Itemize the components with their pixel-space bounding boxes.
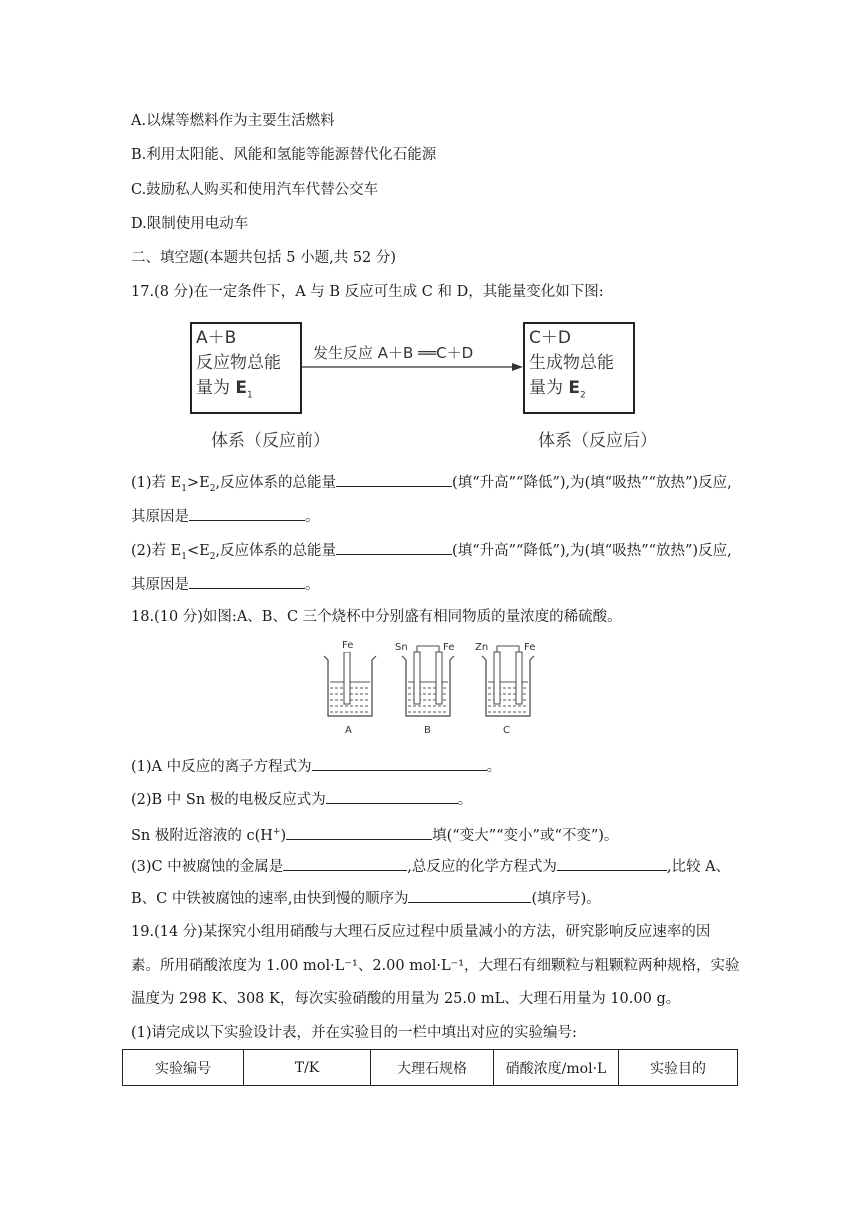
reactant-box xyxy=(190,322,302,414)
q17-part1: (1)若 $E_1>E_2$,反应体系的总能量 (填“升高”“降低”),为(填“吸热”“放热”)反应, xyxy=(131,472,732,499)
q19-line2: 素。所用硝酸浓度为 1.00 mol·L⁻¹、2.00 mol·L⁻¹，大理石有细颗粒与粗颗粒两种规格，实验 xyxy=(131,958,740,974)
answer-blank[interactable] xyxy=(189,574,305,589)
electrode-label-sn: Sn xyxy=(395,642,408,653)
arrow-label: 发生反应 A＋B ══C＋D xyxy=(313,344,474,362)
product-energy-value: 量为 $E_2$ xyxy=(529,378,586,401)
header-temperature: T/K xyxy=(244,1050,371,1086)
beaker-c xyxy=(480,644,536,718)
answer-blank[interactable] xyxy=(312,756,487,771)
answer-blank[interactable] xyxy=(336,472,452,487)
option-c: C.鼓励私人购买和使用汽车代替公交车 xyxy=(131,182,379,198)
beaker-b xyxy=(400,644,456,718)
q18-part3: (3)C 中被腐蚀的金属是 ,总反应的化学方程式为 ,比较 A、 xyxy=(131,856,730,877)
header-experiment-id: 实验编号 xyxy=(123,1050,244,1086)
beaker-a xyxy=(322,652,378,718)
q18-part3b: B、C 中铁被腐蚀的速率,由快到慢的顺序为 (填序号)。 xyxy=(131,888,601,909)
q19-line4: (1)请完成以下实验设计表，并在实验目的一栏中填出对应的实验编号: xyxy=(131,1025,577,1041)
experiment-design-table xyxy=(122,1049,738,1086)
beaker-label-a: A xyxy=(345,725,352,736)
before-caption: 体系（反应前） xyxy=(211,431,330,451)
product-energy-label: 生成物总能 xyxy=(529,353,614,373)
q18-part2b: Sn 极附近溶液的 c(H+) 填(“变大”“变小”或“不变”)。 xyxy=(131,822,618,846)
product-label: C＋D xyxy=(529,328,571,348)
product-box xyxy=(523,322,635,414)
answer-blank[interactable] xyxy=(557,856,667,871)
table-header-row xyxy=(123,1050,738,1086)
answer-blank[interactable] xyxy=(283,856,407,871)
q17-stem: 17.(8 分)在一定条件下，A 与 B 反应可生成 C 和 D，其能量变化如下图: xyxy=(131,284,604,300)
electrode-label-fe: Fe xyxy=(342,640,354,651)
q18-stem: 18.(10 分)如图:A、B、C 三个烧杯中分别盛有相同物质的量浓度的稀硫酸。 xyxy=(131,609,622,625)
q19-line1: 19.(14 分)某探究小组用硝酸与大理石反应过程中质量减小的方法，研究影响反应速率的因 xyxy=(131,924,711,940)
q19-line3: 温度为 298 K、308 K，每次实验硝酸的用量为 25.0 mL、大理石用量为 10.00 g。 xyxy=(131,991,681,1007)
reactant-energy-label: 反应物总能 xyxy=(196,353,281,373)
answer-blank[interactable] xyxy=(408,888,531,903)
beaker-label-b: B xyxy=(424,725,431,736)
q17-part1-reason: 其原因是 。 xyxy=(131,506,320,527)
q18-part2: (2)B 中 Sn 极的电极反应式为 。 xyxy=(131,789,472,810)
answer-blank[interactable] xyxy=(189,506,305,521)
section-heading: 二、填空题(本题共包括 5 小题,共 52 分) xyxy=(131,250,397,266)
header-marble-size: 大理石规格 xyxy=(371,1050,494,1086)
answer-blank[interactable] xyxy=(286,825,432,840)
q18-part1: (1)A 中反应的离子方程式为 。 xyxy=(131,756,501,777)
option-a: A.以煤等燃料作为主要生活燃料 xyxy=(131,113,335,129)
header-purpose: 实验目的 xyxy=(619,1050,738,1086)
answer-blank[interactable] xyxy=(336,540,452,555)
after-caption: 体系（反应后） xyxy=(538,431,657,451)
reactant-label: A＋B xyxy=(196,328,237,348)
option-b: B.利用太阳能、风能和氢能等能源替代化石能源 xyxy=(131,147,437,163)
q17-part2-reason: 其原因是 。 xyxy=(131,574,320,595)
q17-part2: (2)若 $E_1<E_2$,反应体系的总能量 (填“升高”“降低”),为(填“吸热”“放热”)反应, xyxy=(131,540,732,567)
option-d: D.限制使用电动车 xyxy=(131,216,249,232)
answer-blank[interactable] xyxy=(326,789,458,804)
beaker-label-c: C xyxy=(503,725,510,736)
header-acid-concentration: 硝酸浓度/mol·L xyxy=(494,1050,619,1086)
electrode-label-fe: Fe xyxy=(524,642,536,653)
reactant-energy-value: 量为 $E_1$ xyxy=(196,378,253,401)
electrode-label-fe: Fe xyxy=(443,642,455,653)
electrode-label-zn: Zn xyxy=(475,642,489,653)
